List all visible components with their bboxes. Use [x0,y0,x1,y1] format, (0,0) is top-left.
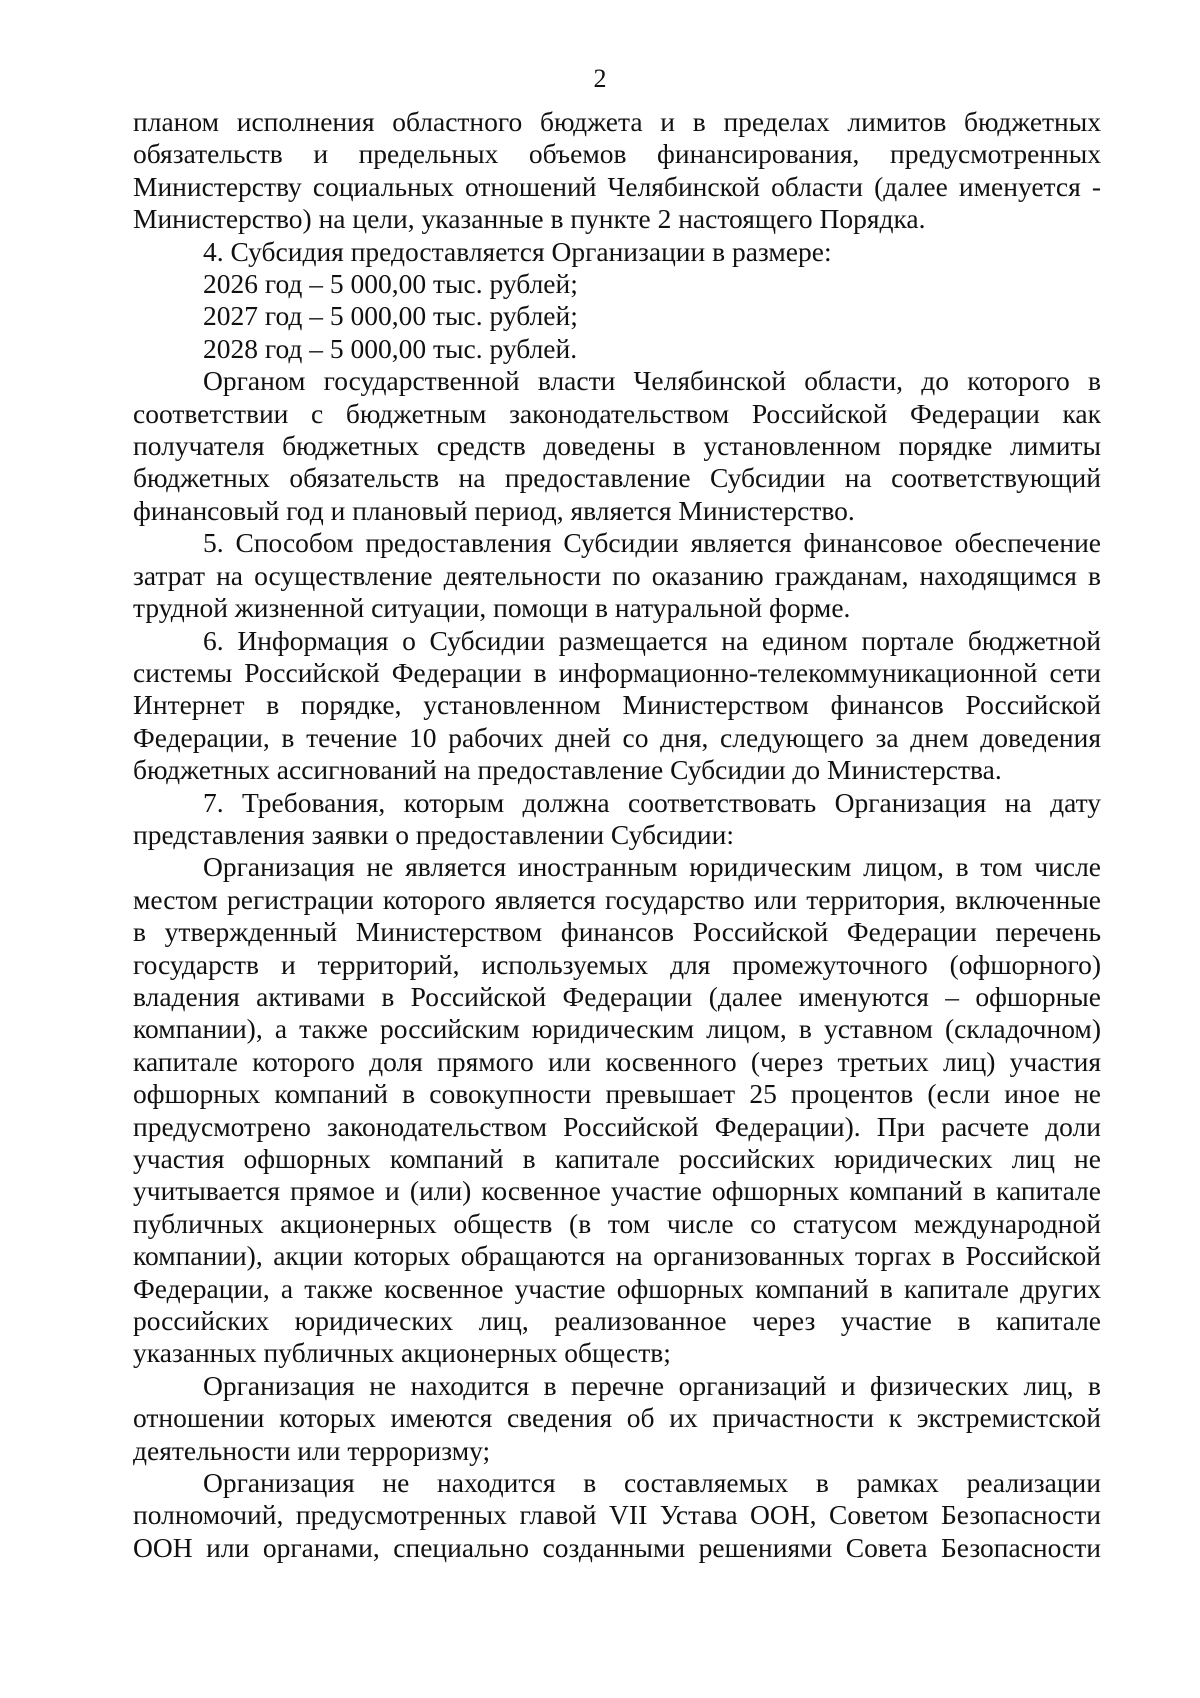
text-line: представления заявки о предоставлении Субсидии: [133,818,734,850]
text-line: трудной жизненной ситуации, помощи в натуральной форме. [133,592,851,624]
text-line: местом регистрации которого является государство или территория, включенные [133,883,1101,915]
text-line: Федерации, в течение 10 рабочих дней со дня, следующего за днем доведения [133,721,1101,753]
document-body [133,106,1101,1564]
text-line: Организация не является иностранным юридическим лицом, в том числе [203,851,1101,883]
text-line: Интернет в порядке, установленном Министерством финансов Российской [133,689,1101,721]
text-line: бюджетных ассигнований на предоставление Субсидии до Министерства. [133,754,1002,786]
text-line: государств и территорий, используемых для промежуточного (офшорного) [133,948,1101,980]
text-line: капитале которого доля прямого или косвенного (через третьих лиц) участия [133,1045,1101,1077]
text-line: Организация не находится в перечне организаций и физических лиц, в [203,1369,1101,1401]
text-line: Федерации, а также косвенное участие офшорных компаний в капитале других [133,1272,1101,1304]
text-line: 2027 год – 5 000,00 тыс. рублей; [203,300,578,332]
text-line: Министерству социальных отношений Челябинской области (далее именуется - [133,170,1101,202]
text-line: бюджетных обязательств на предоставление Субсидии на соответствующий [133,462,1101,494]
text-line: компании), а также российским юридическим лицом, в уставном (складочном) [133,1013,1101,1045]
text-line: затрат на осуществление деятельности по оказанию гражданам, находящимся в [133,559,1101,591]
text-line: 2026 год – 5 000,00 тыс. рублей; [203,268,578,300]
text-line: офшорных компаний в совокупности превышает 25 процентов (если иное не [133,1078,1101,1110]
text-line: системы Российской Федерации в информационно-телекоммуникационной сети [133,656,1101,688]
text-line: отношении которых имеются сведения об их причастности к экстремистской [133,1402,1101,1434]
text-line: в утвержденный Министерством финансов Российской Федерации перечень [133,916,1101,948]
text-line: 6. Информация о Субсидии размещается на едином портале бюджетной [203,624,1101,656]
text-line: планом исполнения областного бюджета и в пределах лимитов бюджетных [133,106,1101,137]
text-line: ООН или органами, специально созданными решениями Совета Безопасности [133,1531,1101,1563]
text-line: соответствии с бюджетным законодательством Российской Федерации как [133,397,1101,429]
text-line: 7. Требования, которым должна соответствовать Организация на дату [203,786,1101,818]
text-line: Органом государственной власти Челябинской области, до которого в [203,365,1101,397]
text-line: Организация не находится в составляемых в рамках реализации [203,1467,1101,1499]
text-line: 2028 год – 5 000,00 тыс. рублей. [203,332,578,364]
text-line: 4. Субсидия предоставляется Организации в размере: [203,235,832,267]
text-line: компании), акции которых обращаются на организованных торгах в Российской [133,1240,1101,1272]
text-line: 5. Способом предоставления Субсидии является финансовое обеспечение [203,527,1101,559]
text-line: указанных публичных акционерных обществ; [133,1337,671,1369]
text-line: деятельности или терроризму; [133,1434,491,1466]
text-line: публичных акционерных обществ (в том числе со статусом международной [133,1207,1101,1239]
text-line: полномочий, предусмотренных главой VII Устава ООН, Советом Безопасности [133,1499,1101,1531]
page-number: 2 [593,64,607,93]
text-line: обязательств и предельных объемов финансирования, предусмотренных [133,138,1101,170]
text-line: получателя бюджетных средств доведены в установленном порядке лимиты [133,430,1101,462]
text-line: Министерство) на цели, указанные в пункте 2 настоящего Порядка. [133,203,926,235]
text-line: участия офшорных компаний в капитале российских юридических лиц не [133,1143,1101,1174]
text-line: учитывается прямое и (или) косвенное участие офшорных компаний в капитале [133,1175,1101,1207]
text-line: российских юридических лиц, реализованное через участие в капитале [133,1305,1101,1337]
text-line: финансовый год и плановый период, является Министерство. [133,494,855,526]
text-line: предусмотрено законодательством Российской Федерации). При расчете доли [133,1110,1101,1142]
text-line: владения активами в Российской Федерации (далее именуются – офшорные [133,980,1101,1012]
